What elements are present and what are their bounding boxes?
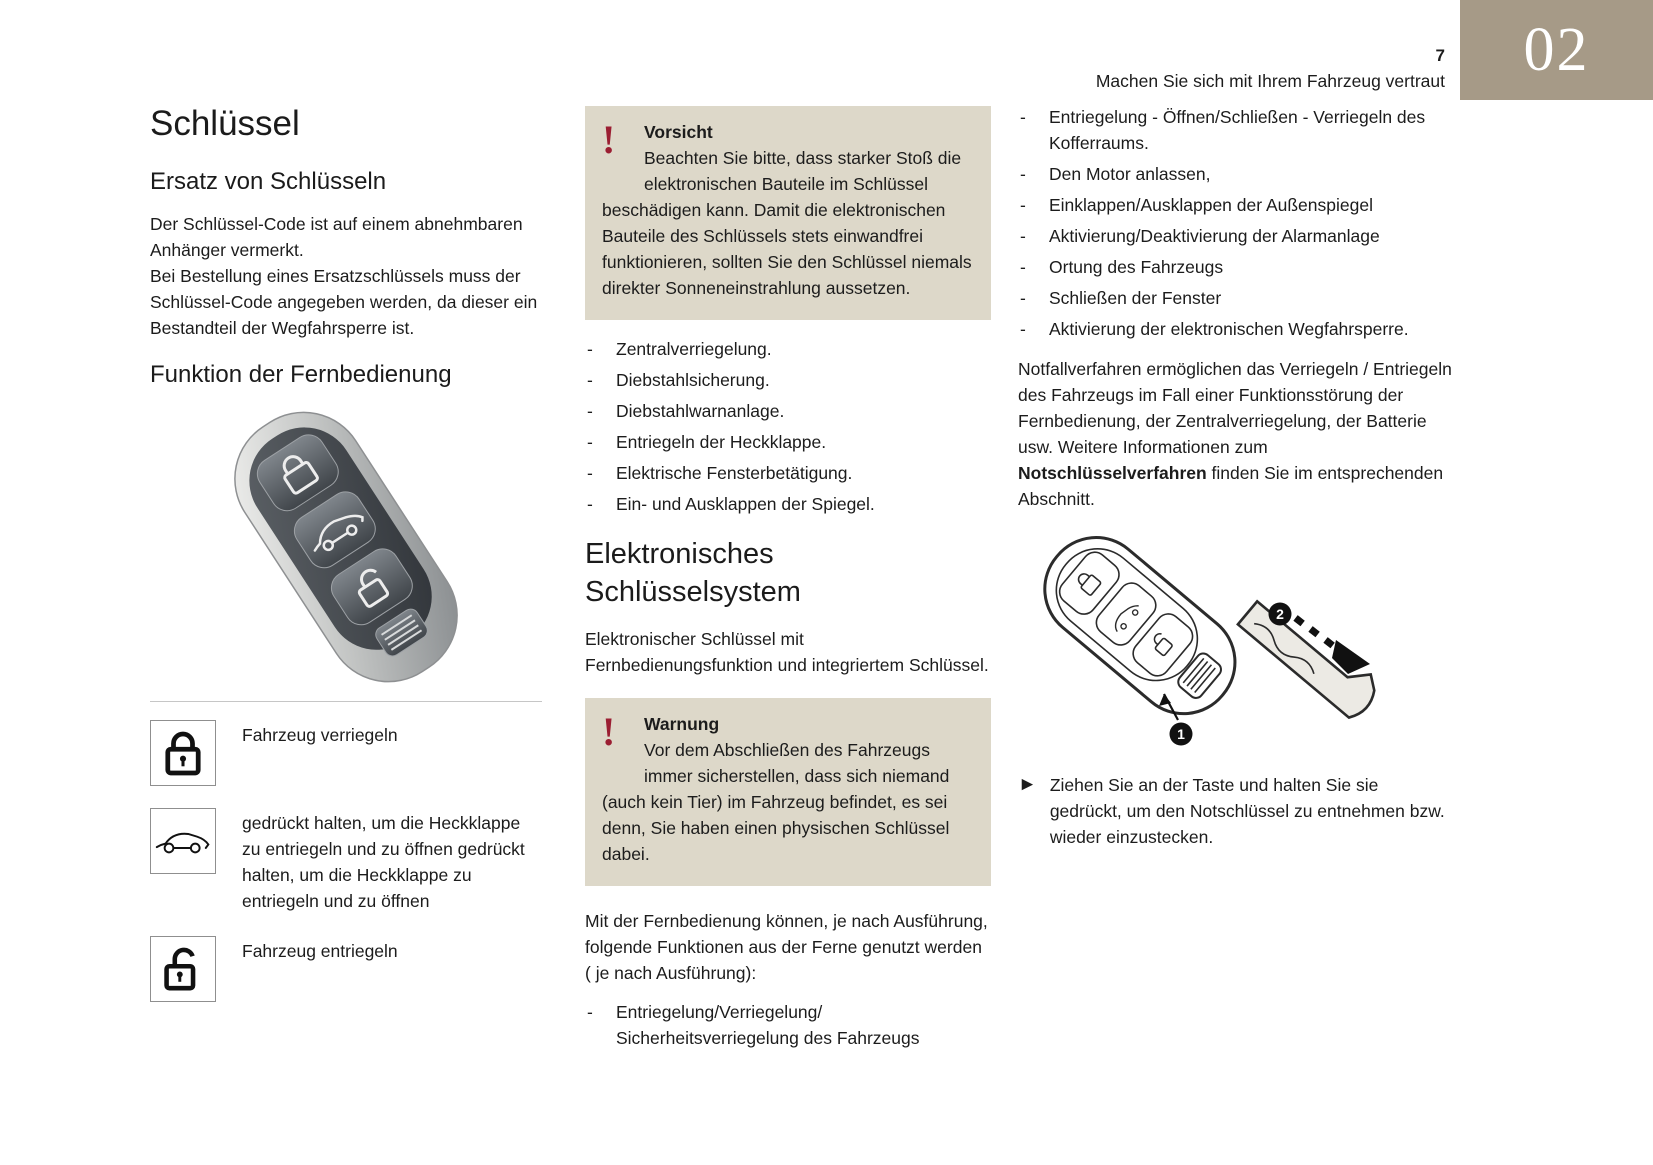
warning-body: Vor dem Abschließen des Fahrzeugs immer sicherstellen, dass sich niemand (auch kein Tier) im Fahrzeug befindet, es sei denn, Sie haben einen physischen Schlüssel dabei.	[602, 740, 950, 864]
caution-box	[585, 106, 991, 320]
caution-body: Beachten Sie bitte, dass starker Stoß die elektronischen Bauteile im Schlüssel beschädigen kann. Damit die elektronischen Bauteile des Schlüssels stets einwandfrei funktionieren, sollten Sie den Schlüssel niemals direkter Sonneneinstrahlung aussetzen.	[602, 148, 972, 298]
page-number: 7	[1435, 46, 1445, 65]
paragraph-line: Bei Bestellung eines Ersatzschlüssels muss der Schlüssel-Code angegeben werden, da dieser ein Bestandteil der Wegfahrsperre ist.	[150, 266, 538, 338]
list-item: - Entriegeln der Heckklappe.	[585, 429, 991, 455]
paragraph: Mit der Fernbedienung können, je nach Ausführung, folgende Funktionen aus der Ferne genutzt werden ( je nach Ausführung):	[585, 911, 988, 983]
chapter-number: 02	[1523, 15, 1590, 84]
emergency-key-diagram	[1018, 522, 1454, 760]
text-run-bold: Notschlüsselverfahren	[1018, 463, 1207, 483]
list-item: - Diebstahlsicherung.	[585, 367, 991, 393]
paragraph-emergency	[1018, 356, 1454, 512]
heading-electronic-key: Elektronisches Schlüsselsystem	[585, 538, 801, 608]
legend-row	[150, 936, 542, 1002]
column-right	[1018, 0, 1454, 850]
padlock-open-icon	[150, 936, 216, 1002]
legend-label: Fahrzeug verriegeln	[242, 725, 398, 745]
list-item: - Ein- und Ausklappen der Spiegel.	[585, 491, 991, 517]
chapter-badge	[1460, 0, 1653, 100]
paragraph: Elektronischer Schlüssel mit Fernbedienungsfunktion und integriertem Schlüssel.	[585, 629, 989, 675]
heading-key-replacement: Ersatz von Schlüsseln	[150, 168, 387, 195]
list-item: - Elektrische Fensterbetätigung.	[585, 460, 991, 486]
button-legend	[150, 720, 542, 1002]
list-item: - Diebstahlwarnanlage.	[585, 398, 991, 424]
diagram-step-2: 2	[1276, 606, 1284, 622]
emergency-key-drawing	[1018, 522, 1454, 760]
remote-functions-list-2	[1018, 104, 1454, 342]
remote-list	[585, 999, 991, 1051]
legend-row	[150, 808, 542, 914]
list-item: - Den Motor anlassen,	[1018, 161, 1454, 187]
text-run: finden Sie im entsprechenden Abschnitt.	[1018, 463, 1444, 509]
caution-icon: !	[602, 117, 616, 162]
legend-row	[150, 720, 542, 786]
remote-functions-list	[585, 336, 991, 517]
diagram-step-1: 1	[1177, 726, 1185, 742]
page-title: Schlüssel	[150, 104, 300, 143]
list-item: - Aktivierung der elektronischen Wegfahrsperre.	[1018, 316, 1454, 342]
caution-title: Vorsicht	[644, 122, 713, 142]
text-run: Notfallverfahren ermöglichen das Verriegeln / Entriegeln des Fahrzeugs im Fall einer Funktionsstörung der Fernbedienung, der Zentralverriegelung, der Batterie usw. Weitere Informationen zum	[1018, 359, 1452, 457]
padlock-closed-icon	[150, 720, 216, 786]
list-item: - Entriegelung/Verriegelung/ Sicherheitsverriegelung des Fahrzeugs	[585, 999, 991, 1051]
paragraph	[150, 211, 542, 341]
instruction-text: Ziehen Sie an der Taste und halten Sie sie gedrückt, um den Notschlüssel zu entnehmen bzw. wieder einzustecken.	[1049, 775, 1445, 847]
warning-icon: !	[602, 709, 616, 754]
list-item: - Entriegelung - Öffnen/Schließen - Verriegeln des Kofferraums.	[1018, 104, 1454, 156]
heading-remote-function: Funktion der Fernbedienung	[150, 361, 452, 388]
key-fob-photo	[150, 397, 542, 697]
warning-title: Warnung	[644, 714, 720, 734]
column-middle	[585, 0, 991, 1056]
list-item: - Schließen der Fenster	[1018, 285, 1454, 311]
list-item: - Zentralverriegelung.	[585, 336, 991, 362]
instruction-row	[1018, 772, 1454, 850]
list-item: - Aktivierung/Deaktivierung der Alarmanlage	[1018, 223, 1454, 249]
list-item: - Einklappen/Ausklappen der Außenspiegel	[1018, 192, 1454, 218]
column-left	[150, 0, 542, 1024]
divider	[150, 701, 542, 702]
legend-label: gedrückt halten, um die Heckklappe zu entriegeln und zu öffnen gedrückt halten, um die Heckklappe zu entriegeln und zu öffnen	[242, 813, 525, 911]
paragraph-line: Der Schlüssel-Code ist auf einem abnehmbaren Anhänger vermerkt.	[150, 214, 523, 260]
key-fob-illustration	[150, 397, 542, 697]
page-header: Machen Sie sich mit Ihrem Fahrzeug vertraut	[1095, 71, 1445, 91]
car-tailgate-icon	[150, 808, 216, 874]
warning-box	[585, 698, 991, 886]
legend-label: Fahrzeug entriegeln	[242, 941, 398, 961]
arrow-bullet-icon: ►	[1018, 774, 1037, 795]
list-item: - Ortung des Fahrzeugs	[1018, 254, 1454, 280]
